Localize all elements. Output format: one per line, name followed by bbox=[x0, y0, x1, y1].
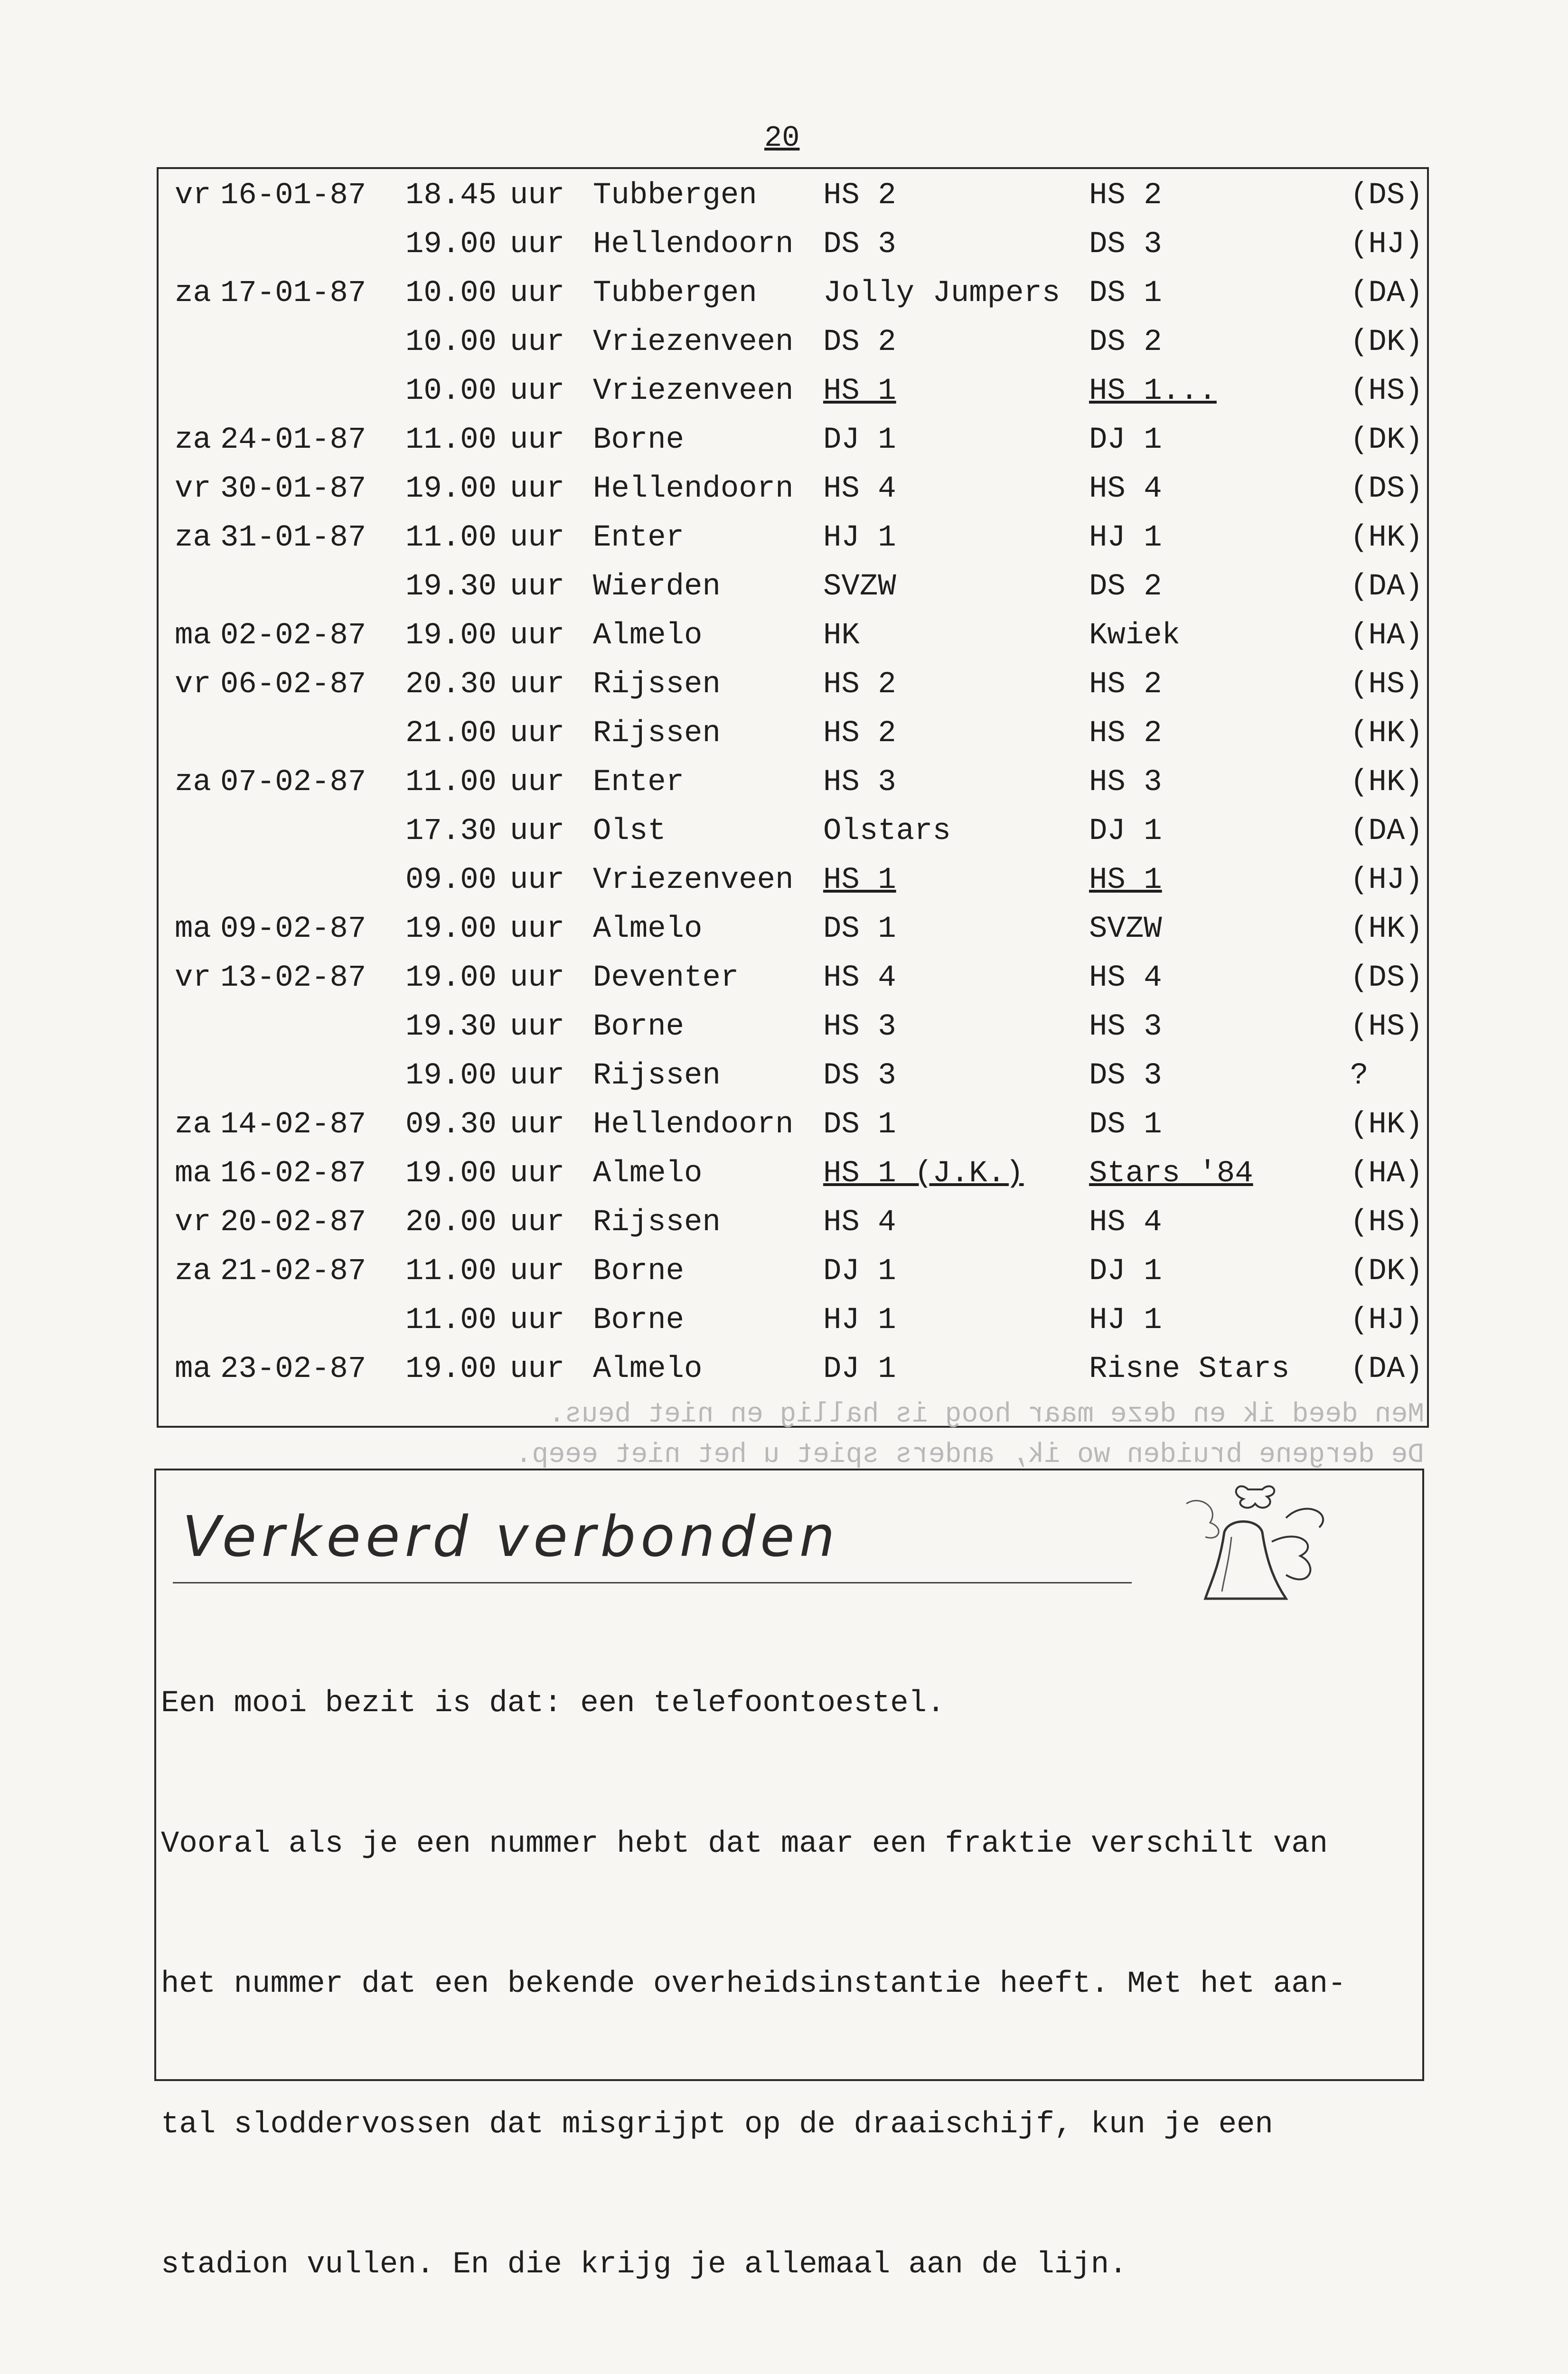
schedule-home: Olstars bbox=[823, 814, 951, 848]
schedule-date: 16-01-87 bbox=[220, 179, 366, 213]
schedule-date: 09-02-87 bbox=[220, 912, 366, 946]
schedule-date: 30-01-87 bbox=[220, 472, 366, 506]
page-number: 20 bbox=[764, 121, 800, 155]
schedule-day: za bbox=[175, 1254, 211, 1289]
schedule-date: 13-02-87 bbox=[220, 961, 366, 995]
schedule-date: 16-02-87 bbox=[220, 1157, 366, 1191]
schedule-home: HS 1 (J.K.) bbox=[823, 1157, 1024, 1191]
schedule-date: 06-02-87 bbox=[220, 668, 366, 702]
schedule-time: 20.30 bbox=[405, 668, 497, 702]
schedule-home: DJ 1 bbox=[823, 423, 896, 457]
article-line: Vooral als je een nummer hebt dat maar een fraktie verschilt van bbox=[161, 1827, 1328, 1861]
schedule-away: DJ 1 bbox=[1089, 814, 1162, 848]
schedule-place: Borne bbox=[593, 1254, 685, 1289]
schedule-time: 11.00 bbox=[405, 1303, 497, 1338]
schedule-home: DS 1 bbox=[823, 912, 896, 946]
schedule-time: 10.00 bbox=[405, 276, 497, 311]
schedule-time: 10.00 bbox=[405, 325, 497, 359]
schedule-uur: uur bbox=[510, 276, 565, 311]
schedule-code: (HS) bbox=[1350, 1010, 1423, 1044]
schedule-code: (HJ) bbox=[1350, 1303, 1423, 1338]
schedule-uur: uur bbox=[510, 619, 565, 653]
schedule-home: HS 2 bbox=[823, 668, 896, 702]
schedule-code: (DK) bbox=[1350, 325, 1423, 359]
schedule-day: ma bbox=[175, 619, 211, 653]
schedule-home: HS 4 bbox=[823, 472, 896, 506]
schedule-uur: uur bbox=[510, 1010, 565, 1044]
schedule-away: HS 4 bbox=[1089, 1206, 1162, 1240]
schedule-code: ? bbox=[1350, 1059, 1369, 1093]
schedule-uur: uur bbox=[510, 765, 565, 800]
schedule-time: 19.00 bbox=[405, 227, 497, 262]
schedule-time: 11.00 bbox=[405, 1254, 497, 1289]
schedule-time: 11.00 bbox=[405, 423, 497, 457]
schedule-uur: uur bbox=[510, 961, 565, 995]
schedule-day: za bbox=[175, 1108, 211, 1142]
schedule-away: HS 4 bbox=[1089, 472, 1162, 506]
schedule-away: Stars '84 bbox=[1089, 1157, 1253, 1191]
schedule-uur: uur bbox=[510, 716, 565, 751]
schedule-home: HS 4 bbox=[823, 961, 896, 995]
schedule-date: 23-02-87 bbox=[220, 1352, 366, 1386]
schedule-uur: uur bbox=[510, 227, 565, 262]
article-line: het nummer dat een bekende overheidsinstantie heeft. Met het aan- bbox=[161, 1967, 1346, 2001]
schedule-away: Kwiek bbox=[1089, 619, 1181, 653]
schedule-place: Borne bbox=[593, 1303, 685, 1338]
schedule-place: Hellendoorn bbox=[593, 1108, 794, 1142]
schedule-code: (DS) bbox=[1350, 472, 1423, 506]
schedule-away: HS 2 bbox=[1089, 179, 1162, 213]
schedule-place: Borne bbox=[593, 1010, 685, 1044]
schedule-home: DS 1 bbox=[823, 1108, 896, 1142]
schedule-uur: uur bbox=[510, 912, 565, 946]
schedule-uur: uur bbox=[510, 1157, 565, 1191]
schedule-code: (DK) bbox=[1350, 1254, 1423, 1289]
schedule-date: 14-02-87 bbox=[220, 1108, 366, 1142]
schedule-place: Rijssen bbox=[593, 1206, 721, 1240]
schedule-time: 21.00 bbox=[405, 716, 497, 751]
schedule-place: Enter bbox=[593, 765, 685, 800]
schedule-date: 31-01-87 bbox=[220, 521, 366, 555]
schedule-away: HS 2 bbox=[1089, 716, 1162, 751]
schedule-code: (HK) bbox=[1350, 716, 1423, 751]
schedule-uur: uur bbox=[510, 1254, 565, 1289]
schedule-day: vr bbox=[175, 472, 211, 506]
schedule-uur: uur bbox=[510, 472, 565, 506]
title-rule bbox=[173, 1582, 1132, 1583]
schedule-uur: uur bbox=[510, 863, 565, 897]
schedule-home: HJ 1 bbox=[823, 521, 896, 555]
schedule-uur: uur bbox=[510, 374, 565, 408]
schedule-day: za bbox=[175, 765, 211, 800]
schedule-day: za bbox=[175, 423, 211, 457]
schedule-time: 09.30 bbox=[405, 1108, 497, 1142]
schedule-date: 21-02-87 bbox=[220, 1254, 366, 1289]
schedule-away: Risne Stars bbox=[1089, 1352, 1290, 1386]
schedule-away: HJ 1 bbox=[1089, 1303, 1162, 1338]
schedule-uur: uur bbox=[510, 668, 565, 702]
schedule-place: Deventer bbox=[593, 961, 739, 995]
article-line: tal sloddervossen dat misgrijpt op de draaischijf, kun je een bbox=[161, 2107, 1273, 2142]
schedule-home: HS 2 bbox=[823, 179, 896, 213]
schedule-place: Hellendoorn bbox=[593, 227, 794, 262]
schedule-place: Rijssen bbox=[593, 668, 721, 702]
schedule-code: (DA) bbox=[1350, 570, 1423, 604]
schedule-time: 09.00 bbox=[405, 863, 497, 897]
schedule-uur: uur bbox=[510, 814, 565, 848]
schedule-away: DS 3 bbox=[1089, 1059, 1162, 1093]
schedule-place: Vriezenveen bbox=[593, 325, 794, 359]
schedule-day: ma bbox=[175, 1157, 211, 1191]
schedule-home: HS 1 bbox=[823, 374, 896, 408]
bleed-through-text: De dergene bruiden wo ik, anders spiet u het niet eeep. bbox=[515, 1440, 1424, 1470]
article-body bbox=[161, 1587, 1414, 2374]
article-title: Verkeerd verbonden bbox=[182, 1504, 840, 1569]
schedule-away: SVZW bbox=[1089, 912, 1162, 946]
schedule-time: 19.00 bbox=[405, 1059, 497, 1093]
schedule-away: HJ 1 bbox=[1089, 521, 1162, 555]
schedule-away: DS 3 bbox=[1089, 227, 1162, 262]
schedule-home: HK bbox=[823, 619, 860, 653]
schedule-time: 20.00 bbox=[405, 1206, 497, 1240]
schedule-home: DJ 1 bbox=[823, 1352, 896, 1386]
schedule-place: Borne bbox=[593, 423, 685, 457]
schedule-time: 19.00 bbox=[405, 1157, 497, 1191]
schedule-day: ma bbox=[175, 1352, 211, 1386]
schedule-place: Hellendoorn bbox=[593, 472, 794, 506]
schedule-uur: uur bbox=[510, 1108, 565, 1142]
schedule-time: 19.00 bbox=[405, 1352, 497, 1386]
schedule-place: Rijssen bbox=[593, 1059, 721, 1093]
schedule-home: Jolly Jumpers bbox=[823, 276, 1061, 311]
schedule-time: 19.30 bbox=[405, 570, 497, 604]
schedule-place: Olst bbox=[593, 814, 666, 848]
schedule-time: 11.00 bbox=[405, 521, 497, 555]
schedule-day: vr bbox=[175, 668, 211, 702]
schedule-place: Rijssen bbox=[593, 716, 721, 751]
schedule-home: HS 3 bbox=[823, 765, 896, 800]
schedule-away: HS 1... bbox=[1089, 374, 1217, 408]
article-box bbox=[154, 1469, 1424, 2282]
schedule-code: (HK) bbox=[1350, 765, 1423, 800]
schedule-home: DS 2 bbox=[823, 325, 896, 359]
schedule-place: Wierden bbox=[593, 570, 721, 604]
schedule-time: 18.45 bbox=[405, 179, 497, 213]
schedule-code: (DS) bbox=[1350, 961, 1423, 995]
schedule-code: (HS) bbox=[1350, 668, 1423, 702]
schedule-code: (HA) bbox=[1350, 619, 1423, 653]
schedule-uur: uur bbox=[510, 325, 565, 359]
schedule-time: 19.00 bbox=[405, 619, 497, 653]
schedule-code: (HJ) bbox=[1350, 863, 1423, 897]
schedule-code: (HS) bbox=[1350, 1206, 1423, 1240]
schedule-time: 11.00 bbox=[405, 765, 497, 800]
schedule-date: 07-02-87 bbox=[220, 765, 366, 800]
schedule-home: DS 3 bbox=[823, 1059, 896, 1093]
schedule-day: vr bbox=[175, 1206, 211, 1240]
schedule-place: Almelo bbox=[593, 619, 703, 653]
schedule-place: Tubbergen bbox=[593, 179, 757, 213]
schedule-code: (HS) bbox=[1350, 374, 1423, 408]
schedule-day: za bbox=[175, 276, 211, 311]
schedule-place: Vriezenveen bbox=[593, 863, 794, 897]
schedule-away: HS 1 bbox=[1089, 863, 1162, 897]
schedule-away: HS 2 bbox=[1089, 668, 1162, 702]
article-line: Een mooi bezit is dat: een telefoontoestel. bbox=[161, 1686, 945, 1721]
schedule-away: DS 1 bbox=[1089, 1108, 1162, 1142]
article-line: stadion vullen. En die krijg je allemaal aan de lijn. bbox=[161, 2248, 1127, 2282]
schedule-code: (HJ) bbox=[1350, 227, 1423, 262]
schedule-code: (DS) bbox=[1350, 179, 1423, 213]
schedule-uur: uur bbox=[510, 1206, 565, 1240]
schedule-date: 17-01-87 bbox=[220, 276, 366, 311]
schedule-day: vr bbox=[175, 961, 211, 995]
schedule-home: DS 3 bbox=[823, 227, 896, 262]
schedule-day: vr bbox=[175, 179, 211, 213]
schedule-place: Almelo bbox=[593, 1157, 703, 1191]
schedule-place: Almelo bbox=[593, 1352, 703, 1386]
schedule-time: 10.00 bbox=[405, 374, 497, 408]
schedule-uur: uur bbox=[510, 1352, 565, 1386]
schedule-home: DJ 1 bbox=[823, 1254, 896, 1289]
schedule-away: DS 2 bbox=[1089, 325, 1162, 359]
schedule-place: Almelo bbox=[593, 912, 703, 946]
schedule-home: HS 2 bbox=[823, 716, 896, 751]
schedule-place: Enter bbox=[593, 521, 685, 555]
schedule-uur: uur bbox=[510, 1303, 565, 1338]
schedule-home: HS 4 bbox=[823, 1206, 896, 1240]
schedule-code: (DA) bbox=[1350, 814, 1423, 848]
schedule-uur: uur bbox=[510, 521, 565, 555]
schedule-time: 19.30 bbox=[405, 1010, 497, 1044]
schedule-code: (HA) bbox=[1350, 1157, 1423, 1191]
schedule-date: 24-01-87 bbox=[220, 423, 366, 457]
schedule-place: Tubbergen bbox=[593, 276, 757, 311]
schedule-home: HJ 1 bbox=[823, 1303, 896, 1338]
schedule-day: za bbox=[175, 521, 211, 555]
schedule-uur: uur bbox=[510, 570, 565, 604]
schedule-code: (DA) bbox=[1350, 1352, 1423, 1386]
schedule-away: DS 1 bbox=[1089, 276, 1162, 311]
match-schedule bbox=[157, 167, 1429, 1428]
schedule-time: 17.30 bbox=[405, 814, 497, 848]
schedule-place: Vriezenveen bbox=[593, 374, 794, 408]
schedule-away: DJ 1 bbox=[1089, 423, 1162, 457]
schedule-time: 19.00 bbox=[405, 912, 497, 946]
schedule-uur: uur bbox=[510, 179, 565, 213]
schedule-time: 19.00 bbox=[405, 961, 497, 995]
schedule-away: DS 2 bbox=[1089, 570, 1162, 604]
schedule-uur: uur bbox=[510, 1059, 565, 1093]
schedule-date: 02-02-87 bbox=[220, 619, 366, 653]
bleed-through-text: Men deed ik en deze maar hoog is hallig en niet beus. bbox=[548, 1399, 1424, 1430]
schedule-away: HS 3 bbox=[1089, 765, 1162, 800]
schedule-date: 20-02-87 bbox=[220, 1206, 366, 1240]
schedule-home: SVZW bbox=[823, 570, 896, 604]
schedule-code: (DK) bbox=[1350, 423, 1423, 457]
schedule-time: 19.00 bbox=[405, 472, 497, 506]
schedule-code: (DA) bbox=[1350, 276, 1423, 311]
schedule-code: (HK) bbox=[1350, 521, 1423, 555]
schedule-away: HS 4 bbox=[1089, 961, 1162, 995]
schedule-code: (HK) bbox=[1350, 912, 1423, 946]
schedule-uur: uur bbox=[510, 423, 565, 457]
schedule-code: (HK) bbox=[1350, 1108, 1423, 1142]
schedule-home: HS 3 bbox=[823, 1010, 896, 1044]
schedule-home: HS 1 bbox=[823, 863, 896, 897]
schedule-day: ma bbox=[175, 912, 211, 946]
schedule-away: HS 3 bbox=[1089, 1010, 1162, 1044]
schedule-away: DJ 1 bbox=[1089, 1254, 1162, 1289]
